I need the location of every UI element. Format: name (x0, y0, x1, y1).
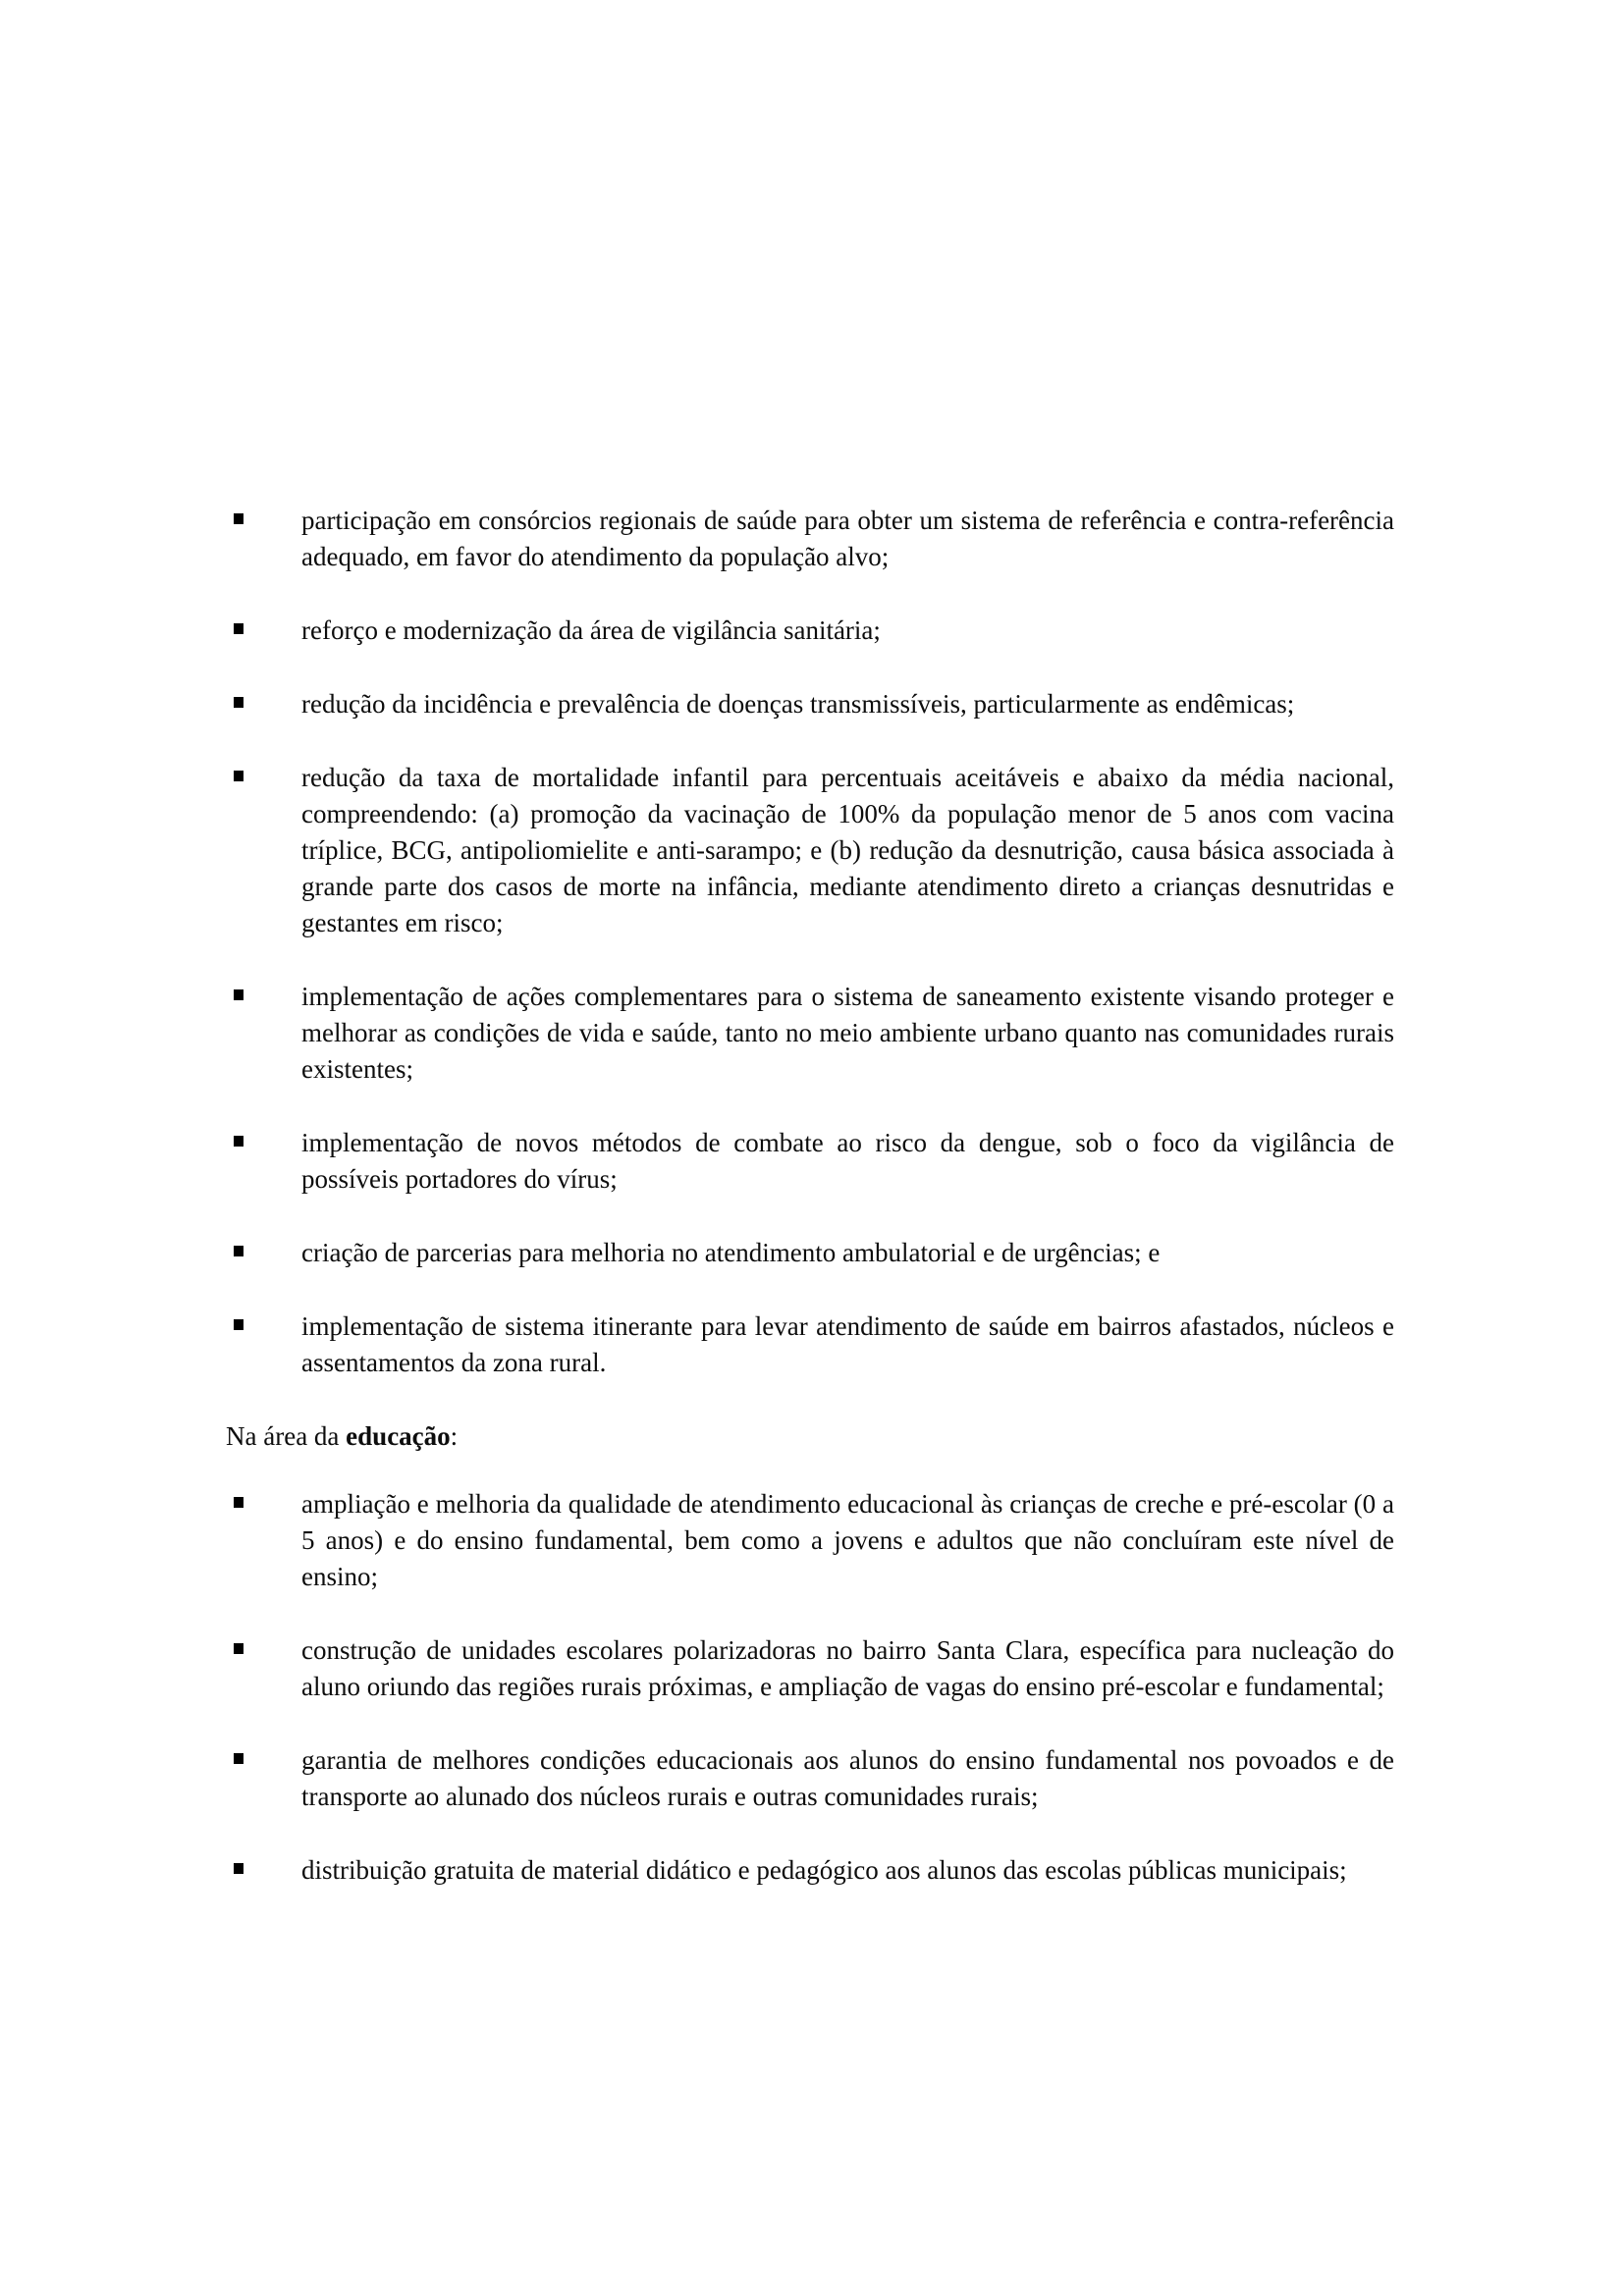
bullet-square-icon (234, 1246, 243, 1256)
bullet-item-text: implementação de novos métodos de combate ao risco da dengue, sob o foco da vigilância de possíveis portadores do vírus; (301, 1128, 1394, 1194)
bullet-item-text: implementação de sistema itinerante para levar atendimento de saúde em bairros afastados, núcleos e assentamentos da zona rural. (301, 1311, 1394, 1377)
bullet-square-icon (234, 623, 243, 634)
bullet-square-icon (234, 1497, 243, 1508)
bullet-item-text: ampliação e melhoria da qualidade de atendimento educacional às crianças de creche e pré-escolar (0 a 5 anos) e do ensino fundamental, bem como a jovens e adultos que não concluíram este nível de ensino; (301, 1489, 1394, 1591)
heading-suffix: : (450, 1421, 459, 1451)
bullet-square-icon (234, 1863, 243, 1874)
bullet-item (226, 1632, 1394, 1705)
bullet-square-icon (234, 771, 243, 781)
bullet-square-icon (234, 1319, 243, 1330)
bullet-item-text: redução da incidência e prevalência de doenças transmissíveis, particularmente as endêmicas; (301, 689, 1295, 719)
bullet-item-text: distribuição gratuita de material didático e pedagógico aos alunos das escolas públicas municipais; (301, 1855, 1347, 1885)
bullet-item (226, 760, 1394, 941)
bullet-item-text: implementação de ações complementares para o sistema de saneamento existente visando proteger e melhorar as condições de vida e saúde, tanto no meio ambiente urbano quanto nas comunidades rurais existentes; (301, 982, 1394, 1084)
bullet-square-icon (234, 1136, 243, 1147)
bullet-item (226, 1308, 1394, 1381)
bullet-item (226, 1235, 1394, 1271)
bullet-item-text: redução da taxa de mortalidade infantil para percentuais aceitáveis e abaixo da média nacional, compreendendo: (a) promoção da vacinação de 100% da população menor de 5 anos com vacina tríplice, BCG, antipoliomielite e anti-sarampo; e (b) redução da desnutrição, causa básica associada à grande parte dos casos de morte na infância, mediante atendimento direto a crianças desnutridas e gestantes em risco; (301, 763, 1394, 937)
bullet-item (226, 1742, 1394, 1815)
heading-prefix: Na área da (226, 1421, 347, 1451)
bullet-square-icon (234, 989, 243, 1000)
bullet-square-icon (234, 697, 243, 708)
bullet-item (226, 686, 1394, 722)
bullet-square-icon (234, 513, 243, 524)
bullet-square-icon (234, 1643, 243, 1654)
bullet-item-text: participação em consórcios regionais de saúde para obter um sistema de referência e contra-referência adequado, em favor do atendimento da população alvo; (301, 506, 1394, 571)
bullet-item (226, 503, 1394, 575)
bullet-item (226, 1852, 1394, 1889)
health-bullet-list (226, 503, 1394, 1381)
bullet-item-text: reforço e modernização da área de vigilância sanitária; (301, 615, 881, 645)
bullet-item-text: criação de parcerias para melhoria no atendimento ambulatorial e de urgências; e (301, 1238, 1161, 1267)
bullet-item-text: construção de unidades escolares polarizadoras no bairro Santa Clara, específica para nucleação do aluno oriundo das regiões rurais próximas, e ampliação de vagas do ensino pré-escolar e fundamental; (301, 1635, 1394, 1701)
education-bullet-list (226, 1486, 1394, 1889)
bullet-item-text: garantia de melhores condições educacionais aos alunos do ensino fundamental nos povoados e de transporte ao alunado dos núcleos rurais e outras comunidades rurais; (301, 1745, 1394, 1811)
bullet-item (226, 1486, 1394, 1595)
page-content (226, 503, 1394, 1926)
bullet-item (226, 1125, 1394, 1198)
section-heading-educacao (226, 1418, 1394, 1455)
bullet-square-icon (234, 1753, 243, 1764)
bullet-item (226, 979, 1394, 1088)
heading-bold-term: educação (346, 1421, 451, 1451)
bullet-item (226, 613, 1394, 649)
